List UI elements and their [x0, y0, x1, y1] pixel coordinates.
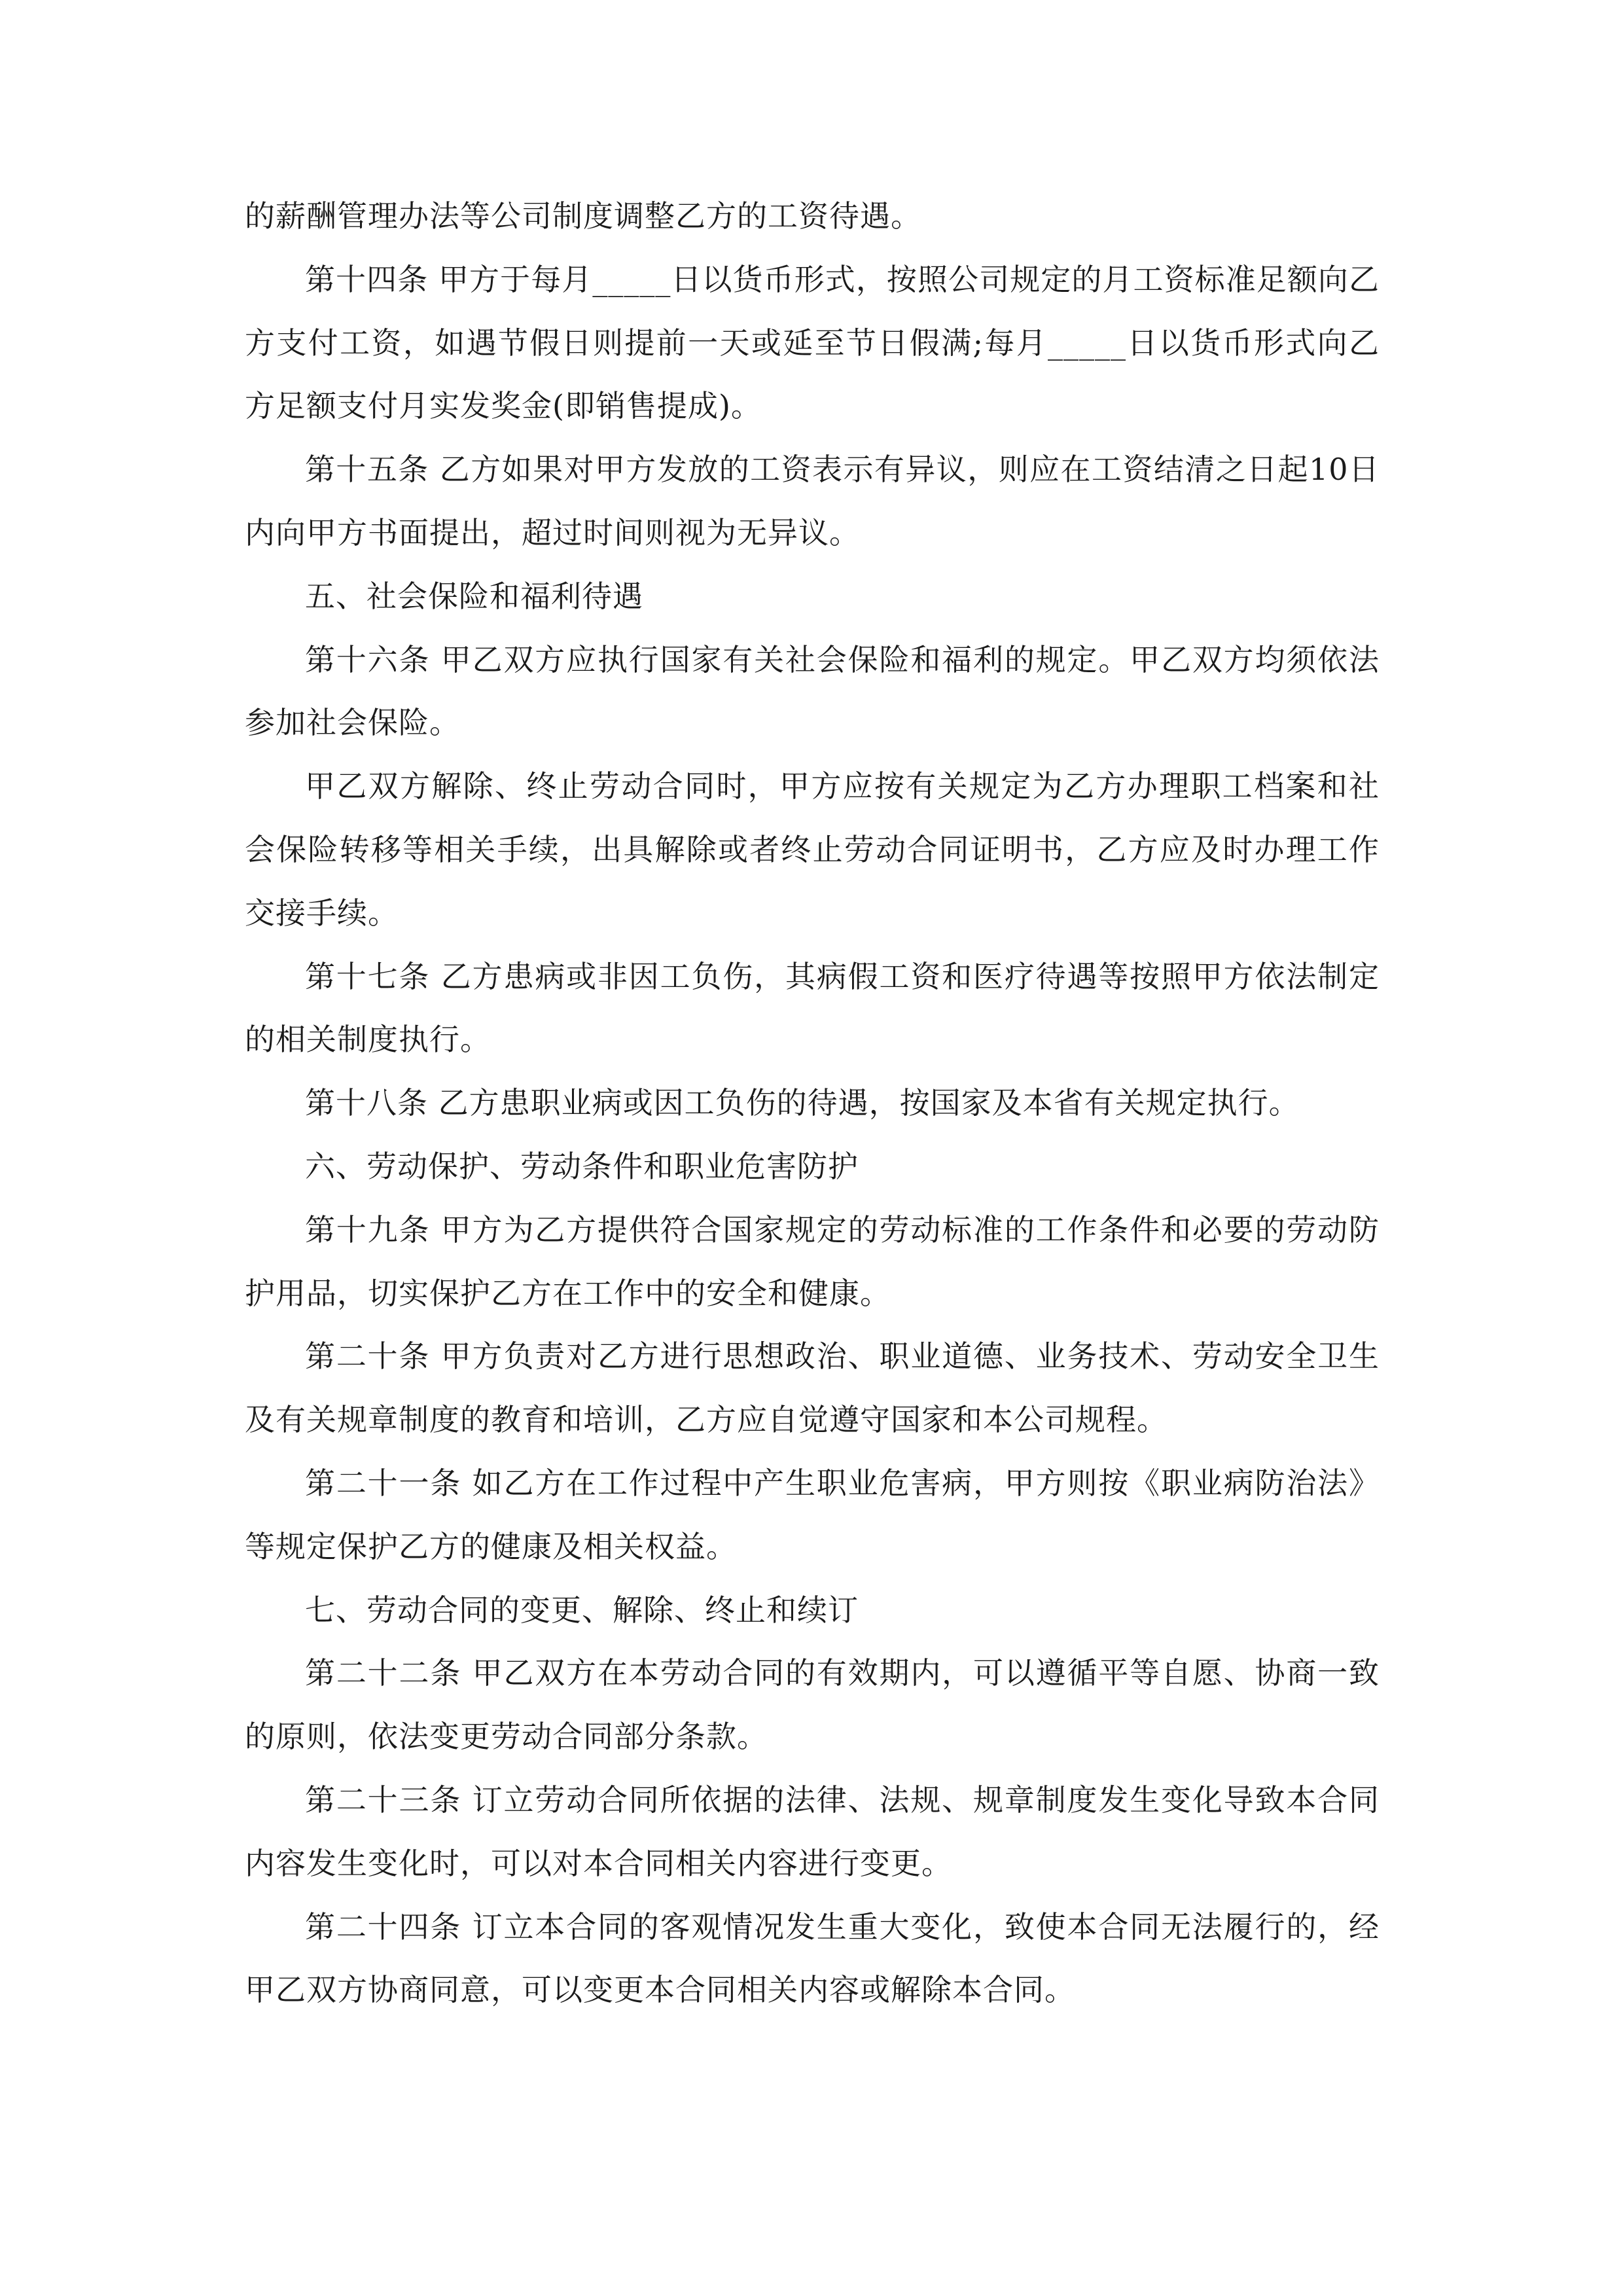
article-22: 第二十二条 甲乙双方在本劳动合同的有效期内，可以遵循平等自愿、协商一致的原则，依法变更劳动合同部分条款。: [245, 1655, 1380, 1755]
article-14: 第十四条 甲方于每月_____日以货币形式，按照公司规定的月工资标准足额向乙方支付工资，如遇节假日则提前一天或延至节日假满;每月_____日以货币形式向乙方足额支付月实发奖金(即销售提成)。: [245, 261, 1380, 424]
article-20: 第二十条 甲方负责对乙方进行思想政治、职业道德、业务技术、劳动安全卫生及有关规章制度的教育和培训，乙方应自觉遵守国家和本公司规程。: [245, 1338, 1380, 1438]
paragraph-salary-continuation: 的薪酬管理办法等公司制度调整乙方的工资待遇。: [245, 198, 921, 234]
document-body: [245, 185, 1380, 2022]
article-24: 第二十四条 订立本合同的客观情况发生重大变化，致使本合同无法履行的，经甲乙双方协商同意，可以变更本合同相关内容或解除本合同。: [245, 1909, 1380, 2008]
paragraph-termination-procedures: 甲乙双方解除、终止劳动合同时，甲方应按有关规定为乙方办理职工档案和社会保险转移等相关手续，出具解除或者终止劳动合同证明书，乙方应及时办理工作交接手续。: [245, 768, 1380, 931]
section-heading-7: 七、劳动合同的变更、解除、终止和续订: [305, 1592, 859, 1628]
section-heading-6: 六、劳动保护、劳动条件和职业危害防护: [305, 1148, 859, 1184]
article-19: 第十九条 甲方为乙方提供符合国家规定的劳动标准的工作条件和必要的劳动防护用品，切实保护乙方在工作中的安全和健康。: [245, 1211, 1380, 1311]
article-23: 第二十三条 订立劳动合同所依据的法律、法规、规章制度发生变化导致本合同内容发生变化时，可以对本合同相关内容进行变更。: [245, 1782, 1380, 1881]
article-16: 第十六条 甲乙双方应执行国家有关社会保险和福利的规定。甲乙双方均须依法参加社会保险。: [245, 641, 1380, 741]
article-21: 第二十一条 如乙方在工作过程中产生职业危害病，甲方则按《职业病防治法》等规定保护乙方的健康及相关权益。: [245, 1465, 1380, 1564]
section-heading-5: 五、社会保险和福利待遇: [305, 578, 643, 614]
article-18: 第十八条 乙方患职业病或因工负伤的待遇，按国家及本省有关规定执行。: [305, 1085, 1300, 1121]
article-17: 第十七条 乙方患病或非因工负伤，其病假工资和医疗待遇等按照甲方依法制定的相关制度执行。: [245, 958, 1380, 1058]
article-15: 第十五条 乙方如果对甲方发放的工资表示有异议，则应在工资结清之日起10日内向甲方书面提出，超过时间则视为无异议。: [245, 452, 1380, 550]
